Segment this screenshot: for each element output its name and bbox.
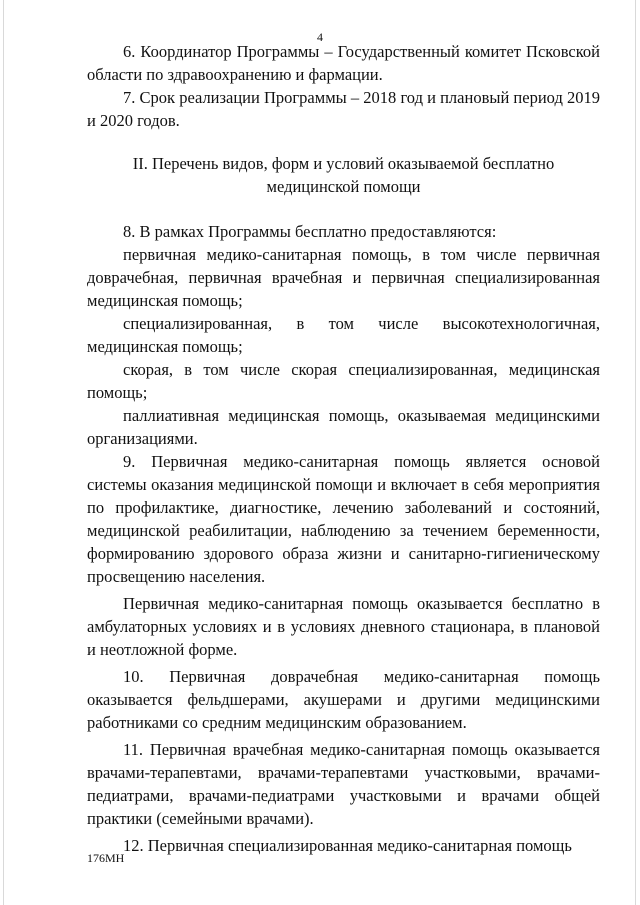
left-scan-edge <box>3 0 4 905</box>
document-body <box>87 40 600 857</box>
paragraph-7: 7. Срок реализации Программы – 2018 год и плановый период 2019 и 2020 годов. <box>87 88 600 130</box>
section-heading: II. Перечень видов, форм и условий оказываемой бесплатно медицинской помощи <box>132 154 555 196</box>
paragraph-12: 12. Первичная специализированная медико-санитарная помощь <box>123 836 572 855</box>
paragraph-8-item-2: специализированная, в том числе высокотехнологичная, медицинская помощь; <box>87 314 600 356</box>
paragraph-10: 10. Первичная доврачебная медико-санитарная помощь оказывается фельдшерами, акушерами и другими медицинскими работниками со средним медицинским образованием. <box>87 667 600 732</box>
right-scan-edge <box>635 0 636 905</box>
paragraph-8-item-1: первичная медико-санитарная помощь, в том числе первичная доврачебная, первичная врачебная и первичная специализированная медицинская помощь; <box>87 245 600 310</box>
page-number: 4 <box>317 30 323 44</box>
paragraph-6: 6. Координатор Программы – Государственный комитет Псковской области по здравоохранению и фармации. <box>87 42 600 84</box>
paragraph-8: 8. В рамках Программы бесплатно предоставляются: <box>123 222 497 241</box>
paragraph-8-item-3: скорая, в том числе скорая специализированная, медицинская помощь; <box>87 360 600 402</box>
paragraph-9-continued: Первичная медико-санитарная помощь оказывается бесплатно в амбулаторных условиях и в условиях дневного стационара, в плановой и неотложной форме. <box>87 594 600 659</box>
document-code: 176МН <box>87 851 125 865</box>
paragraph-8-item-4: паллиативная медицинская помощь, оказываемая медицинскими организациями. <box>87 406 600 448</box>
paragraph-9: 9. Первичная медико-санитарная помощь является основой системы оказания медицинской помощи и включает в себя мероприятия по профилактике, диагностике, лечению заболеваний и состояний, медицинской реабилитации, наблюдению за течением беременности, формированию здорового образа жизни и санитарно-гигиеническому просвещению населения. <box>87 452 600 586</box>
paragraph-11: 11. Первичная врачебная медико-санитарная помощь оказывается врачами-терапевтами, врачами-терапевтами участковыми, врачами-педиатрами, врачами-педиатрами участковыми и врачами общей практики (семейными врачами). <box>87 740 600 828</box>
